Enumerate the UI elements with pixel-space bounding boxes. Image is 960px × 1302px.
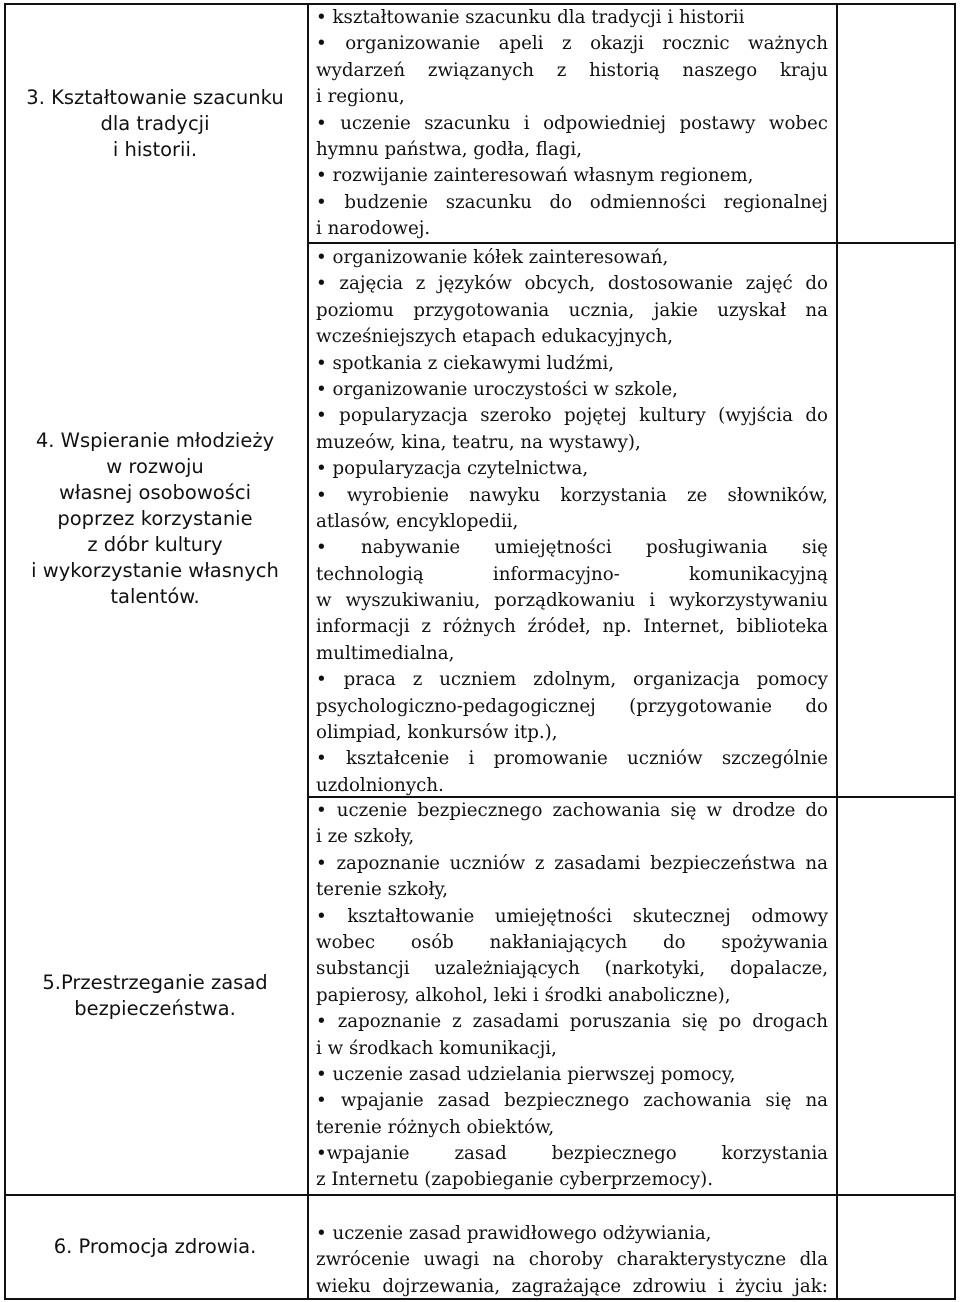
task-line: • kształtowanie umiejętności skutecznej odmowy <box>316 905 828 927</box>
task-line: • uczenie zasad udzielania pierwszej pomocy, <box>316 1063 736 1085</box>
task-line: wobec osób nakłaniających do spożywania <box>316 931 828 953</box>
heading-line: w rozwoju <box>106 455 204 478</box>
task-line: • organizowanie apeli z okazji rocznic ważnych <box>316 33 828 55</box>
task-list-safety <box>316 798 828 1194</box>
task-line: • uczenie szacunku i odpowiedniej postawy wobec <box>316 112 828 134</box>
task-line: • wyrobienie nawyku korzystania ze słowników, <box>316 484 828 506</box>
heading-line: talentów. <box>110 585 200 608</box>
task-line: •wpajanie zasad bezpiecznego korzystania <box>316 1143 828 1165</box>
table-border-col2 <box>836 3 838 1300</box>
task-line: • rozwijanie zainteresowań własnym regionem, <box>316 165 754 187</box>
task-line: informacji z różnych źródeł, np. Internet, biblioteka <box>316 616 828 638</box>
task-line: technologią informacyjno- komunikacyjną <box>316 563 828 585</box>
task-line: i narodowej. <box>316 218 431 240</box>
task-line: substancji uzależniających (narkotyki, dopalacze, <box>316 958 828 980</box>
task-line: • popularyzacja czytelnictwa, <box>316 458 589 480</box>
task-line: • organizowanie kółek zainteresowań, <box>316 247 669 268</box>
task-line: i regionu, <box>316 86 405 108</box>
heading-line: bezpieczeństwa. <box>74 997 236 1020</box>
task-line: wcześniejszych etapach edukacyjnych, <box>316 326 674 348</box>
task-list-tradition <box>316 5 828 243</box>
heading-health <box>6 1234 304 1260</box>
task-line: • organizowanie uroczystości w szkole, <box>316 378 678 400</box>
heading-line: i wykorzystanie własnych <box>31 559 279 582</box>
task-line: • zapoznanie uczniów z zasadami bezpieczeństwa na <box>316 852 828 874</box>
heading-line: dla tradycji <box>100 112 210 135</box>
table-border-right <box>954 3 956 1300</box>
heading-line: poprzez korzystanie <box>57 507 253 530</box>
task-line: • uczenie zasad prawidłowego odżywiania, <box>316 1223 712 1244</box>
task-line: w wyszukiwaniu, porządkowaniu i wykorzystywaniu <box>316 590 828 612</box>
task-line: • budzenie szacunku do odmienności regionalnej <box>316 191 828 213</box>
task-line: terenie szkoły, <box>316 879 449 901</box>
task-line: • wpajanie zasad bezpiecznego zachowania się na <box>316 1090 828 1112</box>
task-line: • zajęcia z języków obcych, dostosowanie zajęć do <box>316 273 828 295</box>
task-line: poziomu przygotowania ucznia, jakie uzyskał na <box>316 299 828 321</box>
task-line: olimpiad, konkursów itp.), <box>316 722 558 744</box>
task-line: psychologiczno-pedagogicznej (przygotowanie do <box>316 695 828 717</box>
task-line: papierosy, alkohol, leki i środki anaboliczne), <box>316 984 731 1006</box>
task-line: zwrócenie uwagi na choroby charakterystyczne dla <box>316 1249 828 1271</box>
task-line: wydarzeń związanych z historią naszego kraju <box>316 59 828 81</box>
heading-line: własnej osobowości <box>58 481 252 504</box>
task-line: uzdolnionych. <box>316 774 444 796</box>
table-border-left <box>4 3 6 1300</box>
task-list-youth-development <box>316 245 828 799</box>
table-border-col1 <box>307 3 309 1300</box>
heading-line: 5.Przestrzeganie zasad <box>42 971 268 994</box>
heading-line: 6. Promocja zdrowia. <box>53 1235 257 1258</box>
heading-youth-development <box>6 428 304 610</box>
heading-line: z dóbr kultury <box>87 533 223 556</box>
task-line: • kształcenie i promowanie uczniów szczególnie <box>316 748 828 770</box>
heading-tradition <box>6 85 304 163</box>
task-line: • nabywanie umiejętności posługiwania się <box>316 537 828 559</box>
task-line: hymnu państwa, godła, flagi, <box>316 138 583 160</box>
heading-line: i historii. <box>112 138 198 161</box>
task-line: i w środkach komunikacji, <box>316 1037 557 1059</box>
task-line: multimedialna, <box>316 642 455 664</box>
task-line: terenie różnych obiektów, <box>316 1116 555 1138</box>
task-line: • praca z uczniem zdolnym, organizacja pomocy <box>316 669 828 691</box>
task-line: • popularyzacja szeroko pojętej kultury (wyjścia do <box>316 405 828 427</box>
heading-safety <box>6 970 304 1022</box>
task-line: wieku dojrzewania, zagrażające zdrowiu i życiu jak: <box>316 1275 828 1297</box>
task-line: atlasów, encyklopedii, <box>316 510 519 532</box>
task-line: • spotkania z ciekawymi ludźmi, <box>316 352 615 374</box>
task-line: • kształtowanie szacunku dla tradycji i historii <box>316 7 745 28</box>
task-list-health <box>316 1221 828 1300</box>
heading-line: 3. Kształtowanie szacunku <box>26 86 284 109</box>
row-divider-5-6 <box>4 1194 956 1196</box>
task-line: z Internetu (zapobieganie cyberprzemocy). <box>316 1169 713 1191</box>
task-line: • uczenie bezpiecznego zachowania się w drodze do <box>316 800 828 821</box>
task-line: i ze szkoły, <box>316 826 415 848</box>
task-line: • zapoznanie z zasadami poruszania się po drogach <box>316 1011 828 1033</box>
heading-line: 4. Wspieranie młodzieży <box>35 429 275 452</box>
task-line: muzeów, kina, teatru, na wystawy), <box>316 431 641 453</box>
